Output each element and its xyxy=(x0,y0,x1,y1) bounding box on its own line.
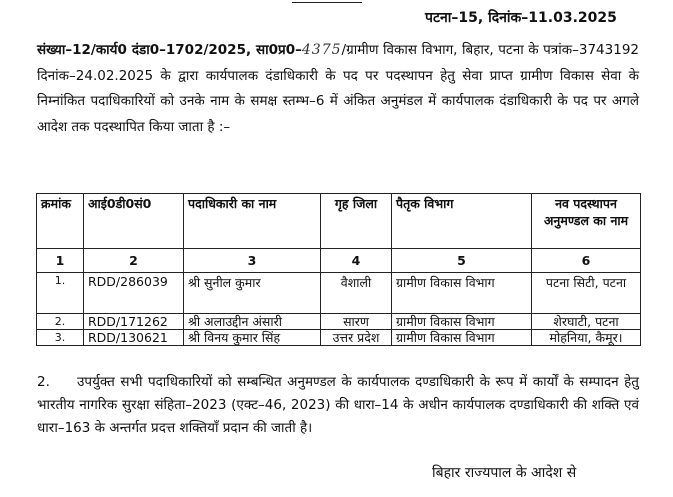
order-paragraph-2 xyxy=(37,371,639,440)
parent-department-cell: ग्रामीण विकास विभाग xyxy=(392,314,532,330)
officer-name-cell: श्री सुनील कुमार xyxy=(184,273,321,314)
table-row xyxy=(37,330,641,346)
paragraph-1-text: /ग्रामीण विकास विभाग, बिहार, पटना के पत्रांक–3743192 दिनांक–24.02.2025 के द्वारा कार्यपालक दंडाधिकारी के पद पर पदस्थापन हेतु सेवा प्राप्त ग्रामीण विकास सेवा के निम्नांकित पदाधिकारियों को उनके नाम के समक्ष स्तम्भ–6 में अंकित अनुमंडल में कार्यपालक दंडाधिकारी के पद पर अगले आदेश तक पदस्थापित किया जाता है :– xyxy=(37,42,639,135)
id-cell: RDD/286039 xyxy=(84,273,184,314)
new-posting-cell: पटना सिटी, पटना xyxy=(532,273,641,314)
table-row xyxy=(37,273,641,314)
column-number: 3 xyxy=(184,249,321,273)
column-number: 2 xyxy=(84,249,184,273)
new-posting-cell: शेरघाटी, पटना xyxy=(532,314,641,330)
header-serial: क्रमांक xyxy=(37,194,84,249)
home-district-cell: उत्तर प्रदेश xyxy=(321,330,392,346)
column-number: 4 xyxy=(321,249,392,273)
header-home-district: गृह जिला xyxy=(321,194,392,249)
top-underline-fragment xyxy=(292,0,362,3)
column-number: 6 xyxy=(532,249,641,273)
paragraph-2-text: उपर्युक्त सभी पदाधिकारियों को सम्बन्धित अनुमण्डल के कार्यपालक दण्डाधिकारी के रूप में कार्यों के सम्पादन हेतु भारतीय नागरिक सुरक्षा संहिता–2023 (एक्ट–46, 2023) की धारा–14 के अधीन कार्यपालक दण्डाधिकारी की शक्ति एवं धारा–163 के अन्तर्गत प्रदत्त शक्तियाँ प्रदान की जाती है। xyxy=(37,374,639,436)
officer-name-cell: श्री अलाउद्दीन अंसारी xyxy=(184,314,321,330)
officer-name-cell: श्री विनय कुमार सिंह xyxy=(184,330,321,346)
column-number: 5 xyxy=(392,249,532,273)
header-parent-department: पैतृक विभाग xyxy=(392,194,532,249)
parent-department-cell: ग्रामीण विकास विभाग xyxy=(392,330,532,346)
header-new-posting: नव पदस्थापन अनुमण्डल का नाम xyxy=(532,194,641,249)
home-district-cell: सारण xyxy=(321,314,392,330)
place-date-line: पटना–15, दिनांक–11.03.2025 xyxy=(425,10,617,26)
paragraph-number: 2. xyxy=(37,374,50,390)
column-number: 1 xyxy=(37,249,84,273)
order-paragraph-1 xyxy=(37,38,639,140)
table-header-row xyxy=(37,194,641,249)
handwritten-number: 4375 xyxy=(301,42,342,58)
serial-cell: 1. xyxy=(37,273,84,314)
new-posting-cell: मोहनिया, कैमूर। xyxy=(532,330,641,346)
id-cell: RDD/171262 xyxy=(84,314,184,330)
home-district-cell: वैशाली xyxy=(321,273,392,314)
header-id: आई0डी0सं0 xyxy=(84,194,184,249)
table-row xyxy=(37,314,641,330)
reference-number: संख्या–12/कार्य0 दंडा0–1702/2025, सा0प्र0– xyxy=(37,42,302,58)
header-officer-name: पदाधिकारी का नाम xyxy=(184,194,321,249)
column-number-row xyxy=(37,249,641,273)
posting-table xyxy=(36,193,641,346)
serial-cell: 3. xyxy=(37,330,84,346)
id-cell: RDD/130621 xyxy=(84,330,184,346)
parent-department-cell: ग्रामीण विकास विभाग xyxy=(392,273,532,314)
serial-cell: 2. xyxy=(37,314,84,330)
governor-order-line: बिहार राज्यपाल के आदेश से xyxy=(432,465,577,481)
